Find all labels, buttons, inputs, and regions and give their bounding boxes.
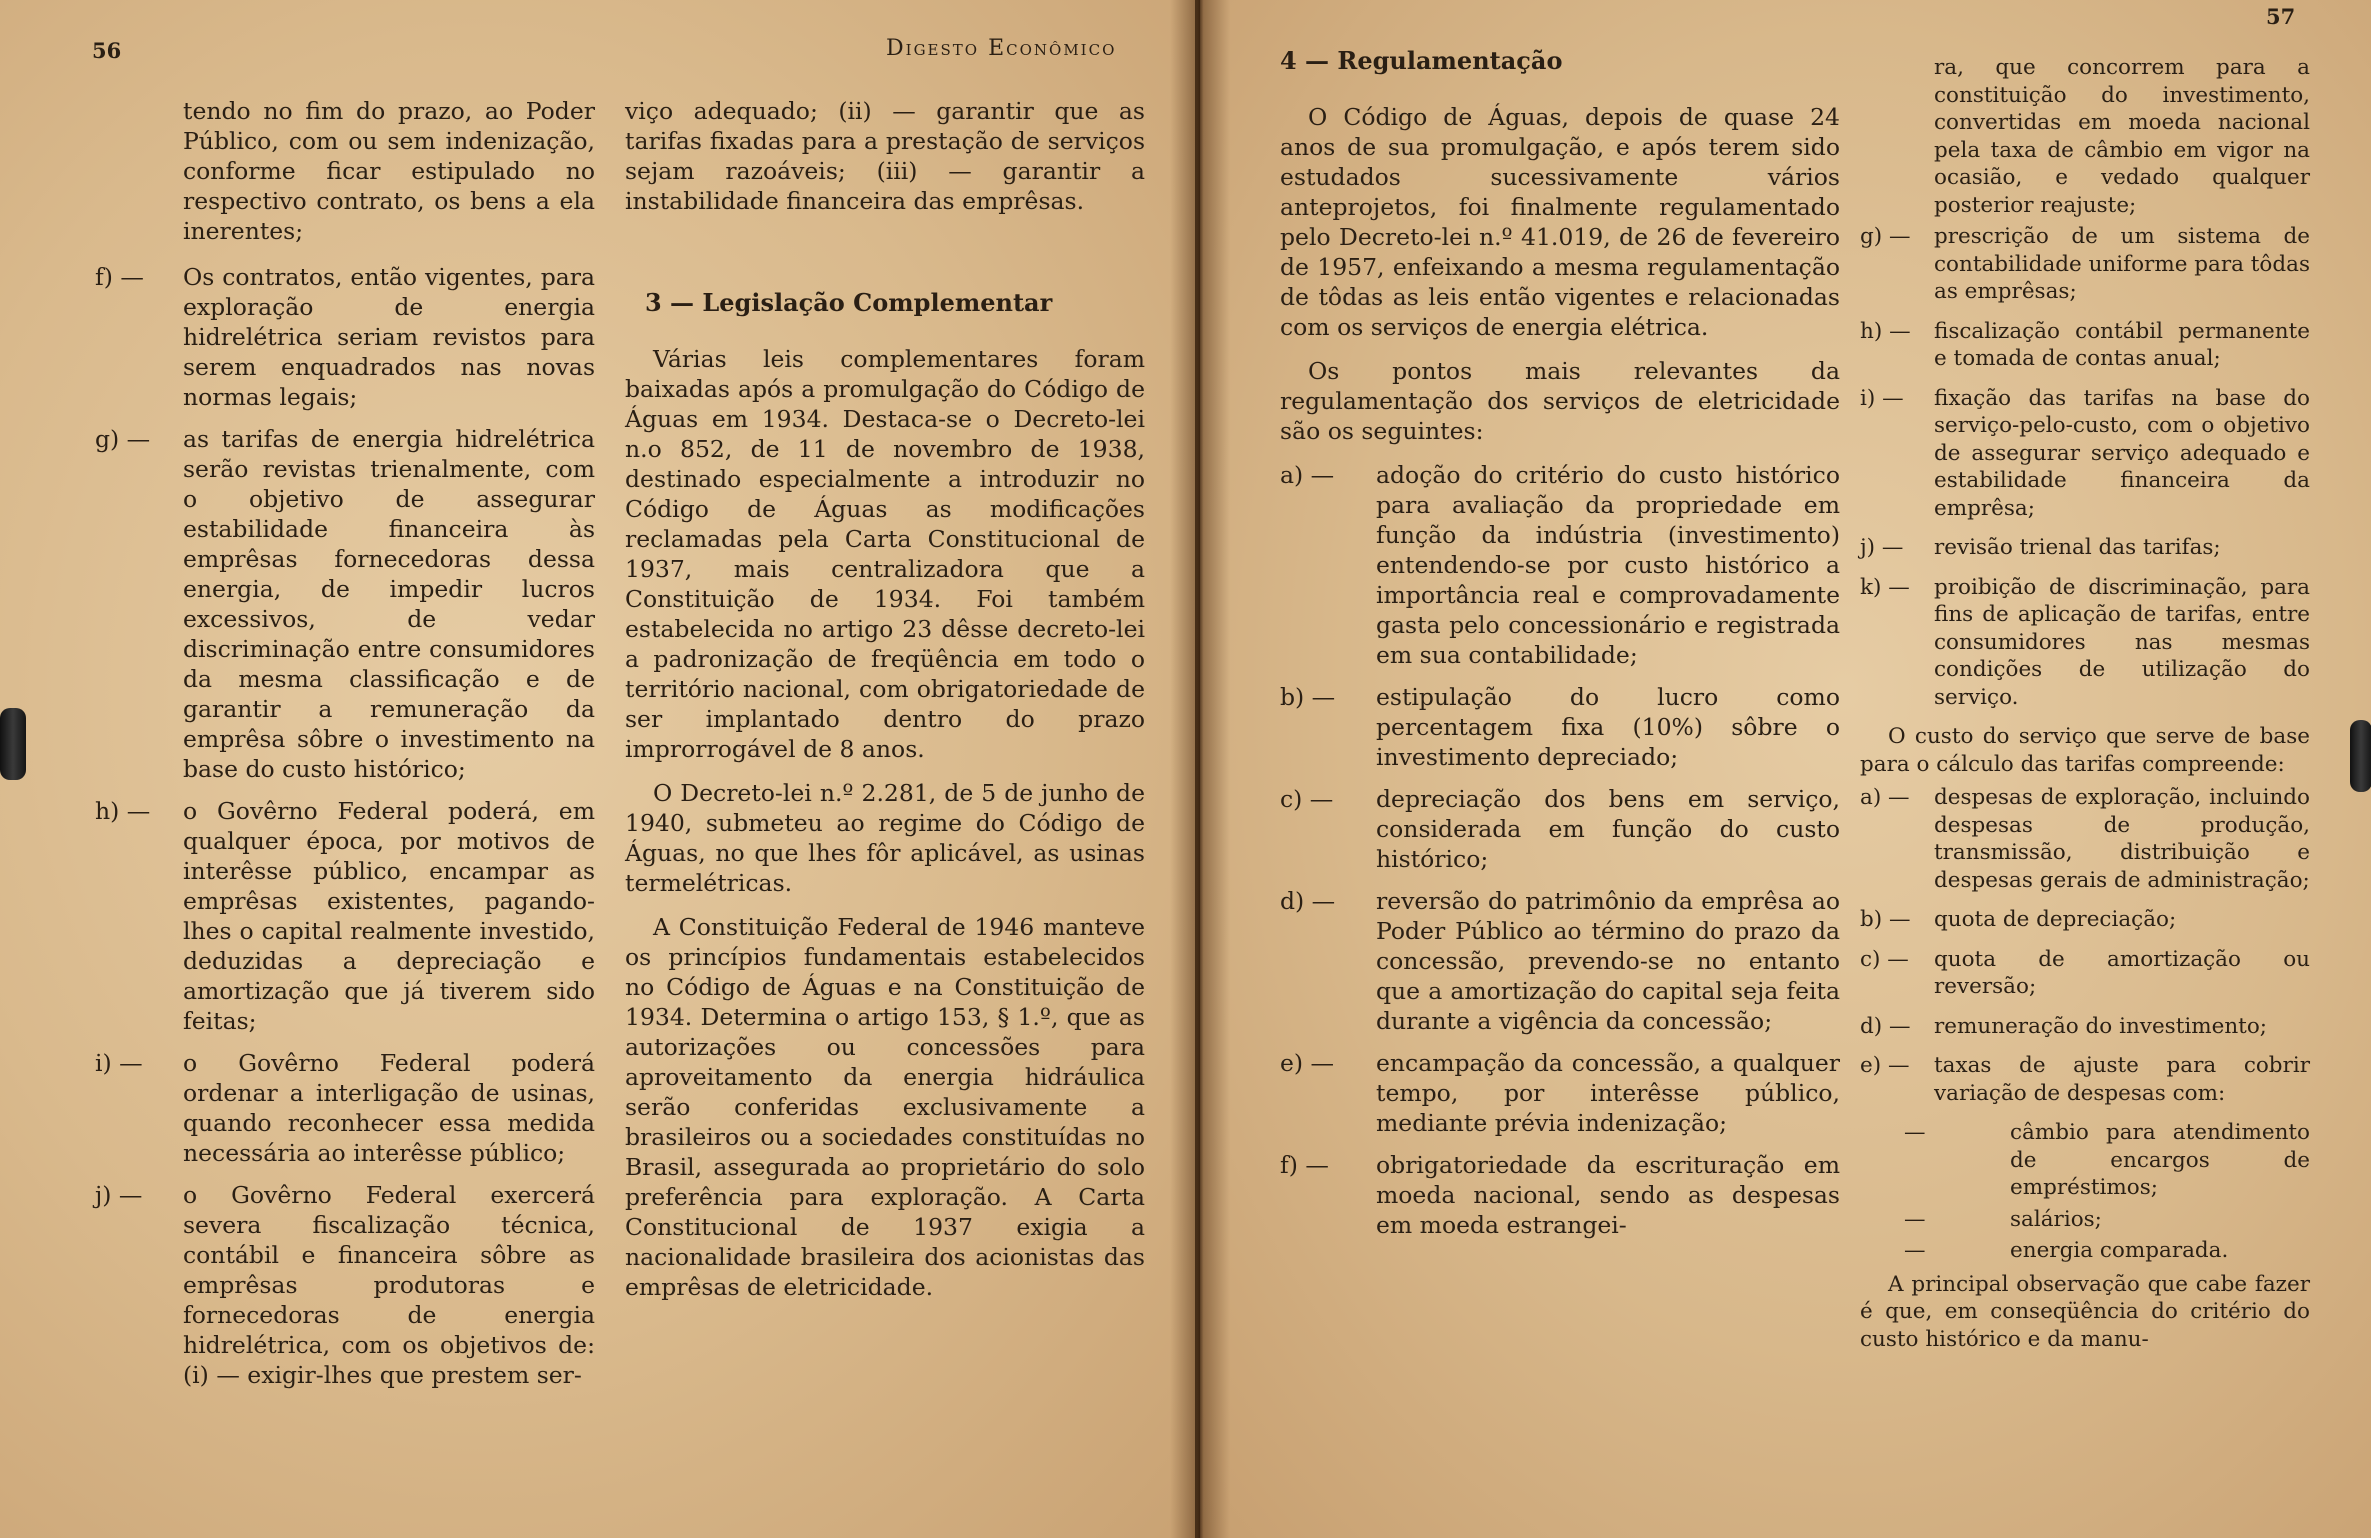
item-label: h) — xyxy=(95,797,151,825)
item-label: d) — xyxy=(1280,887,1336,915)
list-item xyxy=(95,1048,595,1168)
paragraph: Várias leis complementares foram baixadas após a promulgação do Código de Águas em 1934. Destaca-se o Decreto-lei n.o 852, de 11 de novembro de 1938, destinado especialmente a introduzir no Código de Águas as modificações reclamadas pela Carta Constitucional de 1937, mais centralizadora que a Constituição de 1934. Foi também estabelecida no artigo 23 dêsse decreto-lei a padronização de freqüência em todo o território nacional, com obrigatoriedade de ser implantado dentro do prazo improrrogável de 8 anos. xyxy=(625,345,1145,763)
item-label: b) — xyxy=(1860,907,1911,932)
binder-clip xyxy=(2350,720,2371,792)
item-label: j) — xyxy=(1860,535,1904,560)
sub-item-list xyxy=(1860,1119,2310,1265)
list-item xyxy=(1280,682,1840,772)
binder-clip xyxy=(0,708,26,780)
intro-text: tendo no fim do prazo, ao Poder Público, com ou sem indenização, conforme ficar estipulado no respectivo contrato, os bens a ela inerentes; xyxy=(183,97,595,245)
paragraph: O Decreto-lei n.º 2.281, de 5 de junho de 1940, submeteu ao regime do Código de Águas, no que lhes fôr aplicável, as usinas termelétricas. xyxy=(625,779,1145,897)
right-page xyxy=(1200,0,2371,1538)
paragraph: O custo do serviço que serve de base para o cálculo das tarifas compreende: xyxy=(1860,724,2310,777)
item-text: energia comparada. xyxy=(2010,1238,2229,1263)
list-item xyxy=(1280,784,1840,874)
item-text: o Govêrno Federal exercerá severa fiscalização técnica, contábil e financeira sôbre as emprêsas produtoras e fornecedoras de energia hidrelétrica, com os objetivos de: (i) — exigir-lhes que prestem ser- xyxy=(183,1181,595,1389)
item-list xyxy=(1280,460,1840,1240)
item-text: quota de amortização ou reversão; xyxy=(1934,946,2310,999)
item-label: j) — xyxy=(95,1181,143,1209)
list-item xyxy=(1860,385,2310,523)
item-text: câmbio para atendimento de encargos de empréstimos; xyxy=(2010,1120,2310,1200)
item-text: fiscalização contábil permanente e tomada de contas anual; xyxy=(1934,318,2310,371)
item-list xyxy=(1860,223,2310,711)
item-text: adoção do critério do custo histórico para avaliação da propriedade em função da indústria (investimento) entendendo-se por custo histórico a importância real e comprovadamente gasta pelo concessionário e registrada em sua contabilidade; xyxy=(1376,461,1840,669)
list-item xyxy=(1860,574,2310,712)
item-text: obrigatoriedade da escrituração em moeda nacional, sendo as despesas em moeda estrangei- xyxy=(1376,1151,1840,1239)
left-column-1 xyxy=(95,96,595,1402)
item-text: o Govêrno Federal poderá, em qualquer época, por motivos de interêsse público, encampar as emprêsas existentes, pagando-lhes o capital realmente investido, deduzidas a depreciação e amortização que já tiverem sido feitas; xyxy=(183,797,595,1035)
paragraph: A principal observação que cabe fazer é que, em conseqüência do critério do custo histórico e da manu- xyxy=(1860,1271,2310,1352)
item-label: e) — xyxy=(1280,1049,1335,1077)
item-text: Os contratos, então vigentes, para exploração de energia hidrelétrica seriam revistos para serem enquadrados nas novas normas legais; xyxy=(183,263,595,411)
item-label: a) — xyxy=(1860,785,1910,810)
item-text: depreciação dos bens em serviço, considerada em função do custo histórico; xyxy=(1376,785,1840,873)
item-label: h) — xyxy=(1860,318,1911,344)
list-item xyxy=(1860,1206,2310,1234)
list-item xyxy=(1860,1237,2310,1265)
list-item xyxy=(1280,886,1840,1036)
item-text: encampação da concessão, a qualquer tempo, por interêsse público, mediante prévia indenização; xyxy=(1376,1049,1840,1137)
list-item xyxy=(1860,784,2310,894)
paragraph: O Código de Águas, depois de quase 24 anos de sua promulgação, e após terem sido estudados sucessivamente vários anteprojetos, foi finalmente regulamentado pelo Decreto-lei n.º 41.019, de 26 de fevereiro de 1957, enfeixando a mesma regulamentação de tôdas as leis então vigentes e relacionadas com os serviços de energia elétrica. xyxy=(1280,103,1840,341)
list-item xyxy=(95,1180,595,1390)
item-text: prescrição de um sistema de contabilidade uniforme para tôdas as emprêsas; xyxy=(1934,224,2310,304)
left-column-2 xyxy=(625,96,1145,1316)
item-text: salários; xyxy=(2010,1206,2102,1232)
page-number: 57 xyxy=(2266,4,2296,29)
item-label: i) — xyxy=(95,1049,143,1077)
paragraph-list xyxy=(625,344,1145,1302)
item-text: revisão trienal das tarifas; xyxy=(1934,535,2221,560)
right-column-1 xyxy=(1280,40,1840,1252)
item-label: k) — xyxy=(1860,574,1910,600)
page-number: 56 xyxy=(92,38,122,63)
list-item xyxy=(1860,534,2310,562)
item-label: d) — xyxy=(1860,1013,1911,1039)
item-text: taxas de ajuste para cobrir variação de despesas com: xyxy=(1934,1053,2310,1106)
list-item xyxy=(1860,1052,2310,1107)
list-item xyxy=(1860,946,2310,1001)
continuation-text: viço adequado; (ii) — garantir que as tarifas fixadas para a prestação de serviços sejam razoáveis; (iii) — garantir a instabilidade financeira das emprêsas. xyxy=(625,97,1145,215)
item-text: despesas de exploração, incluindo despesas de produção, transmissão, distribuição e despesas gerais de administração; xyxy=(1934,785,2310,893)
list-item xyxy=(1860,223,2310,306)
item-text: proibição de discriminação, para fins de aplicação de tarifas, entre consumidores nas mesmas condições de utilização do serviço. xyxy=(1934,574,2310,710)
item-label: e) — xyxy=(1860,1053,1910,1078)
list-item xyxy=(1860,1119,2310,1202)
item-label: — xyxy=(1904,1206,1926,1232)
item-list xyxy=(95,262,595,1390)
section-heading: 4 — Regulamentação xyxy=(1280,46,1563,75)
item-label: — xyxy=(1904,1120,1926,1145)
item-label: — xyxy=(1904,1238,1926,1263)
item-label: g) — xyxy=(95,425,151,453)
list-item xyxy=(1280,1150,1840,1240)
item-text: as tarifas de energia hidrelétrica serão revistas trienalmente, com o objetivo de assegurar estabilidade financeira às emprêsas fornecedoras dessa energia, de impedir lucros excessivos, de vedar discriminação entre consumidores da mesma classificação e de garantir a remuneração da emprêsa sôbre o investimento na base do custo histórico; xyxy=(183,425,595,783)
section-heading: 3 — Legislação Complementar xyxy=(645,288,1053,317)
list-item xyxy=(1860,1013,2310,1041)
list-item xyxy=(95,424,595,784)
item-label: f) — xyxy=(1280,1151,1329,1179)
list-item xyxy=(95,796,595,1036)
list-item xyxy=(1860,906,2310,934)
paragraph-list xyxy=(1280,102,1840,446)
paragraph: A Constituição Federal de 1946 manteve os princípios fundamentais estabelecidos no Código de Águas e na Constituição de 1934. Determina o artigo 153, § 1.º, que as autorizações ou concessões para aproveitamento da energia hidráulica serão conferidas exclusivamente a brasileiros ou a sociedades constituídas no Brasil, assegurada ao proprietário do solo preferência para exploração. A Carta Constitucional de 1937 exigia a nacionalidade brasileira dos acionistas das emprêsas de eletricidade. xyxy=(625,913,1145,1301)
item-label: c) — xyxy=(1280,785,1334,813)
item-label: a) — xyxy=(1280,461,1335,489)
list-item xyxy=(1280,1048,1840,1138)
item-label: g) — xyxy=(1860,224,1911,249)
paragraph: Os pontos mais relevantes da regulamentação dos serviços de eletricidade são os seguintes: xyxy=(1280,357,1840,445)
book-gutter xyxy=(1170,0,1230,1538)
item-text: estipulação do lucro como percentagem fixa (10%) sôbre o investimento depreciado; xyxy=(1376,683,1840,771)
continuation-text: ra, que concorrem para a constituição do investimento, convertidas em moeda nacional pela taxa de câmbio em vigor na ocasião, e vedado qualquer posterior reajuste; xyxy=(1934,55,2310,218)
running-head: Digesto Econômico xyxy=(886,36,1117,61)
item-label: c) — xyxy=(1860,946,1909,972)
list-item xyxy=(1280,460,1840,670)
right-column-2 xyxy=(1860,54,2310,1353)
item-text: remuneração do investimento; xyxy=(1934,1013,2268,1039)
item-text: quota de depreciação; xyxy=(1934,907,2177,932)
item-text: fixação das tarifas na base do serviço-pelo-custo, com o objetivo de assegurar serviço adequado e estabilidade financeira da emprêsa; xyxy=(1934,385,2310,521)
item-text: reversão do patrimônio da emprêsa ao Poder Público ao término do prazo da concessão, prevendo-se no entanto que a amortização do capital seja feita durante a vigência da concessão; xyxy=(1376,887,1840,1035)
item-label: i) — xyxy=(1860,385,1904,411)
item-label: f) — xyxy=(95,263,144,291)
item-text: o Govêrno Federal poderá ordenar a interligação de usinas, quando reconhecer essa medida necessária ao interêsse público; xyxy=(183,1049,595,1167)
item-label: b) — xyxy=(1280,683,1336,711)
list-item xyxy=(95,262,595,412)
list-item xyxy=(1860,318,2310,373)
cost-item-list xyxy=(1860,784,2310,1107)
